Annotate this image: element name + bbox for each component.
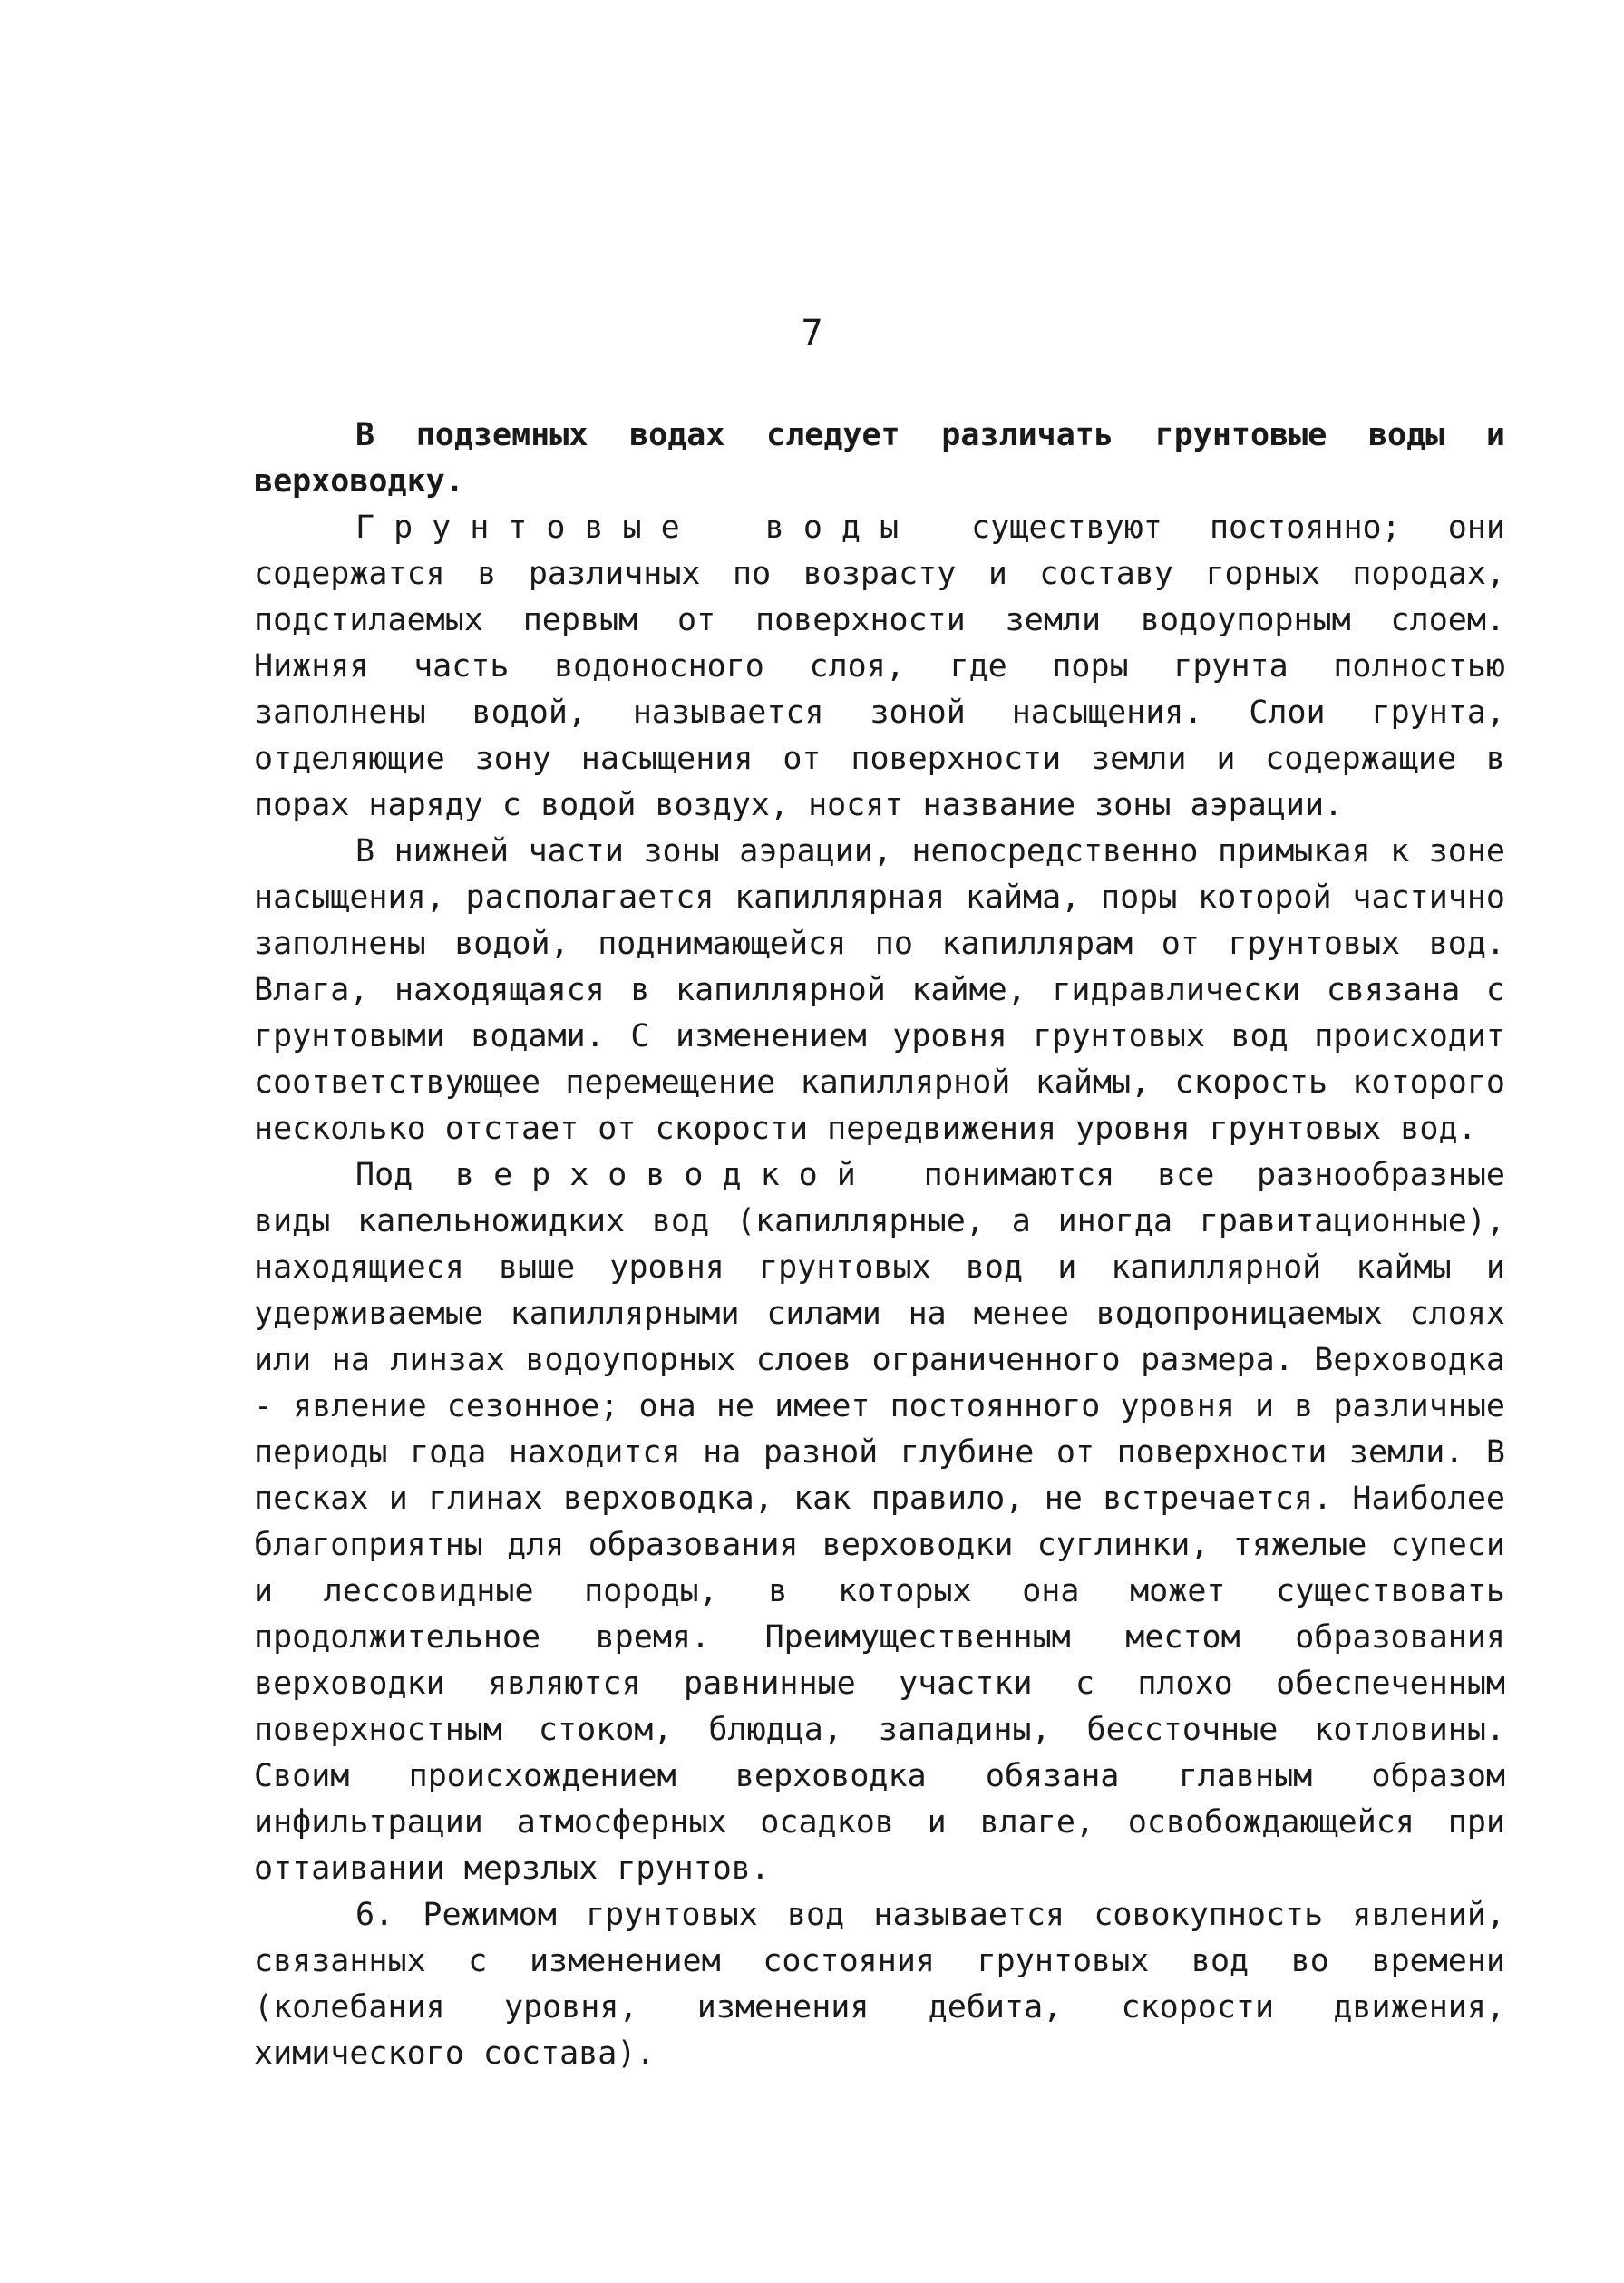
paragraph-5 <box>254 1892 1505 2077</box>
paragraph-2 <box>254 505 1505 829</box>
paragraph-4 <box>254 1152 1505 1892</box>
paragraph-4-text: понимаются все разнообразные виды капельножидких вод (капиллярные, а иногда гравитационные), находящиеся выше уровня грунтовых вод и капиллярной каймы и удерживаемые капиллярными силами на менее водопроницаемых слоях или на линзах водоупорных слоев ограниченного размера. Верховодка - явление сезонное; она не имеет постоянного уровня и в различные периоды года находится на разной глубине от поверхности земли. В песках и глинах верховодка, как правило, не встречается. Наиболее благоприятны для образования верховодки суглинки, тяжелые супеси и лессовидные породы, в которых она может существовать продолжительное время. Преимущественным местом образования верховодки являются равнинные участки с плохо обеспеченным поверхностным стоком, блюдца, западины, бессточные котловины. Своим происхождением верховодка обязана главным образом инфильтрации атмосферных осадков и влаге, освобождающейся при оттаивании мерзлых грунтов. <box>254 1157 1505 1887</box>
paragraph-5-text: 6. Режимом грунтовых вод называется совокупность явлений, связанных с изменением состояния грунтовых вод во времени (колебания уровня, изменения дебита, скорости движения, химического состава). <box>254 1897 1505 2072</box>
paragraph-4-lead: Под <box>355 1157 455 1193</box>
body-text <box>254 413 1505 2077</box>
term-gruntovye-vody: Грунтовые воды <box>355 510 919 546</box>
paragraph-3 <box>254 829 1505 1152</box>
paragraph-3-text: В нижней части зоны аэрации, непосредственно примыкая к зоне насыщения, располагается капиллярная кайма, поры которой частично заполнены водой, поднимающейся по капиллярам от грунтовых вод. Влага, находящаяся в капиллярной кайме, гидравлически связана с грунтовыми водами. С изменением уровня грунтовых вод происходит соответствующее перемещение капиллярной каймы, скорость которого несколько отстает от скорости передвижения уровня грунтовых вод. <box>254 833 1505 1147</box>
term-verkhovodka: верховодкой <box>455 1157 875 1193</box>
paragraph-1-text: В подземных водах следует различать грунтовые воды и верховодку. <box>254 417 1505 500</box>
page-number: 7 <box>801 313 823 355</box>
paragraph-2-text: существуют постоянно; они содержатся в различных по возрасту и составу горных породах, подстилаемых первым от поверхности земли водоупорным слоем. Нижняя часть водоносного слоя, где поры грунта полностью заполнены водой, называется зоной насыщения. Слои грунта, отделяющие зону насыщения от поверхности земли и содержащие в порах наряду с водой воздух, носят название зоны аэрации. <box>254 510 1505 823</box>
paragraph-1 <box>254 413 1505 505</box>
